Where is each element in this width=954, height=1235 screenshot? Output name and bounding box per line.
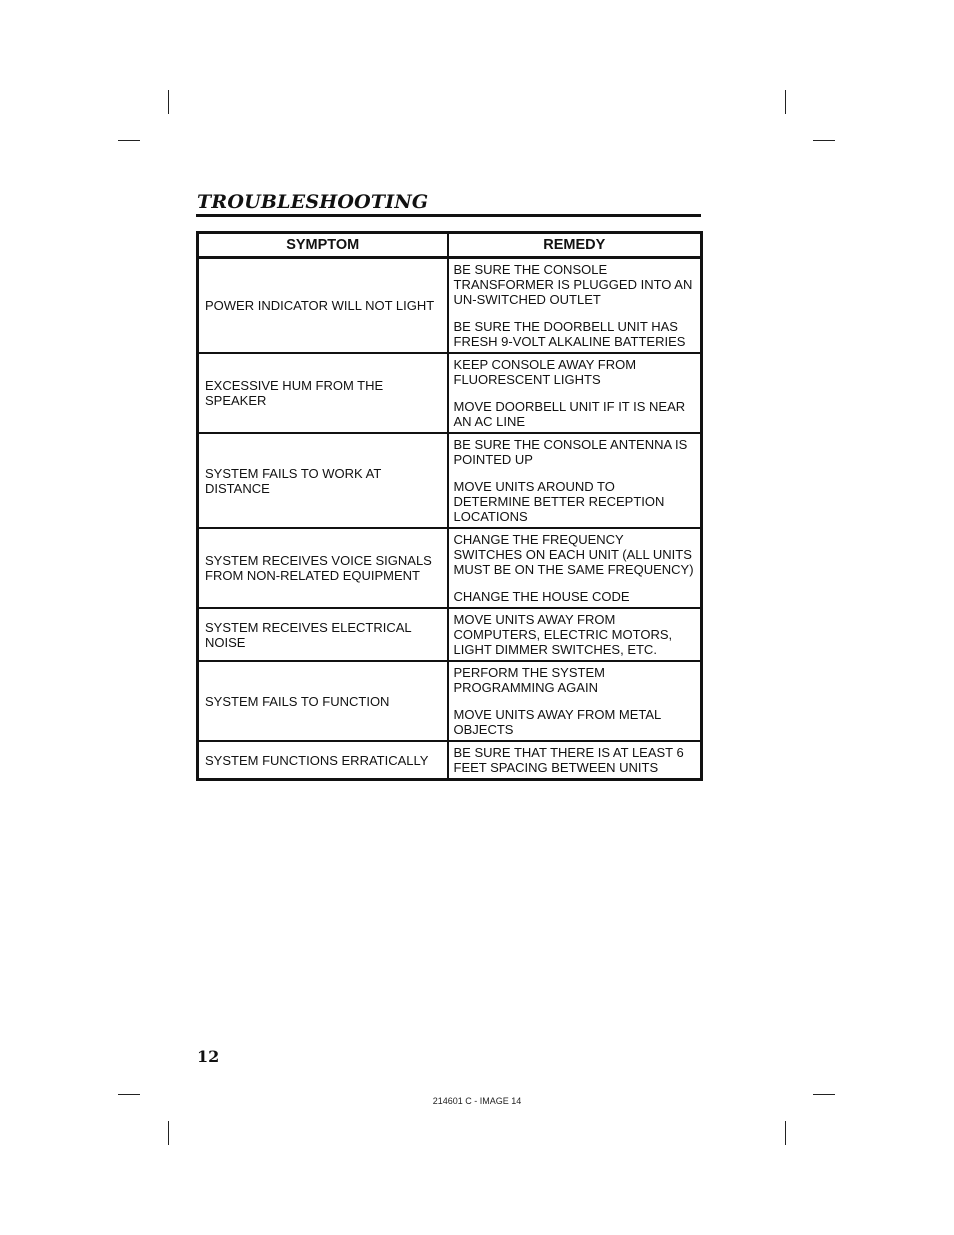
column-header-symptom: SYMPTOM xyxy=(198,233,448,258)
symptom-cell: EXCESSIVE HUM FROM THE SPEAKER xyxy=(198,353,448,433)
symptom-cell: SYSTEM FAILS TO WORK AT DISTANCE xyxy=(198,433,448,528)
crop-mark xyxy=(168,1121,169,1145)
remedy-cell xyxy=(448,353,702,433)
crop-mark xyxy=(813,140,835,141)
table-row xyxy=(198,608,702,661)
table-row xyxy=(198,528,702,608)
table-header-row xyxy=(198,233,702,258)
remedy-item: MOVE UNITS AROUND TO DETERMINE BETTER RECEPTION LOCATIONS xyxy=(453,479,665,524)
symptom-cell: SYSTEM RECEIVES ELECTRICAL NOISE xyxy=(198,608,448,661)
table-row xyxy=(198,661,702,741)
page-title: TROUBLESHOOTING xyxy=(197,191,429,213)
remedy-item: BE SURE THAT THERE IS AT LEAST 6 FEET SPACING BETWEEN UNITS xyxy=(453,745,684,775)
table-row xyxy=(198,741,702,780)
crop-mark xyxy=(813,1094,835,1095)
remedy-cell xyxy=(448,741,702,780)
crop-mark xyxy=(168,90,169,114)
symptom-cell: SYSTEM RECEIVES VOICE SIGNALS FROM NON-RELATED EQUIPMENT xyxy=(198,528,448,608)
remedy-cell xyxy=(448,608,702,661)
remedy-item: MOVE DOORBELL UNIT IF IT IS NEAR AN AC LINE xyxy=(453,399,686,429)
page-number: 12 xyxy=(197,1047,220,1066)
crop-mark xyxy=(118,140,140,141)
symptom-cell: SYSTEM FUNCTIONS ERRATICALLY xyxy=(198,741,448,780)
remedy-item: KEEP CONSOLE AWAY FROM FLUORESCENT LIGHTS xyxy=(453,357,637,387)
crop-mark xyxy=(785,90,786,114)
column-header-remedy: REMEDY xyxy=(448,233,702,258)
remedy-item: PERFORM THE SYSTEM PROGRAMMING AGAIN xyxy=(453,665,605,695)
remedy-item: CHANGE THE HOUSE CODE xyxy=(453,589,630,604)
remedy-cell xyxy=(448,258,702,354)
table-row xyxy=(198,433,702,528)
table-row xyxy=(198,258,702,354)
symptom-cell: POWER INDICATOR WILL NOT LIGHT xyxy=(198,258,448,354)
remedy-cell xyxy=(448,528,702,608)
symptom-cell: SYSTEM FAILS TO FUNCTION xyxy=(198,661,448,741)
remedy-item: BE SURE THE DOORBELL UNIT HAS FRESH 9-VOLT ALKALINE BATTERIES xyxy=(453,319,686,349)
remedy-item: MOVE UNITS AWAY FROM METAL OBJECTS xyxy=(453,707,661,737)
title-rule xyxy=(196,214,701,217)
remedy-cell xyxy=(448,433,702,528)
crop-mark xyxy=(118,1094,140,1095)
remedy-item: BE SURE THE CONSOLE TRANSFORMER IS PLUGGED INTO AN UN-SWITCHED OUTLET xyxy=(453,262,693,307)
table-row xyxy=(198,353,702,433)
troubleshooting-table xyxy=(196,231,703,781)
remedy-cell xyxy=(448,661,702,741)
remedy-item: MOVE UNITS AWAY FROM COMPUTERS, ELECTRIC MOTORS, LIGHT DIMMER SWITCHES, ETC. xyxy=(453,612,673,657)
remedy-item: CHANGE THE FREQUENCY SWITCHES ON EACH UNIT (ALL UNITS MUST BE ON THE SAME FREQUENCY) xyxy=(453,532,694,577)
footer-code: 214601 C - IMAGE 14 xyxy=(432,1096,522,1106)
remedy-item: BE SURE THE CONSOLE ANTENNA IS POINTED UP xyxy=(453,437,688,467)
crop-mark xyxy=(785,1121,786,1145)
